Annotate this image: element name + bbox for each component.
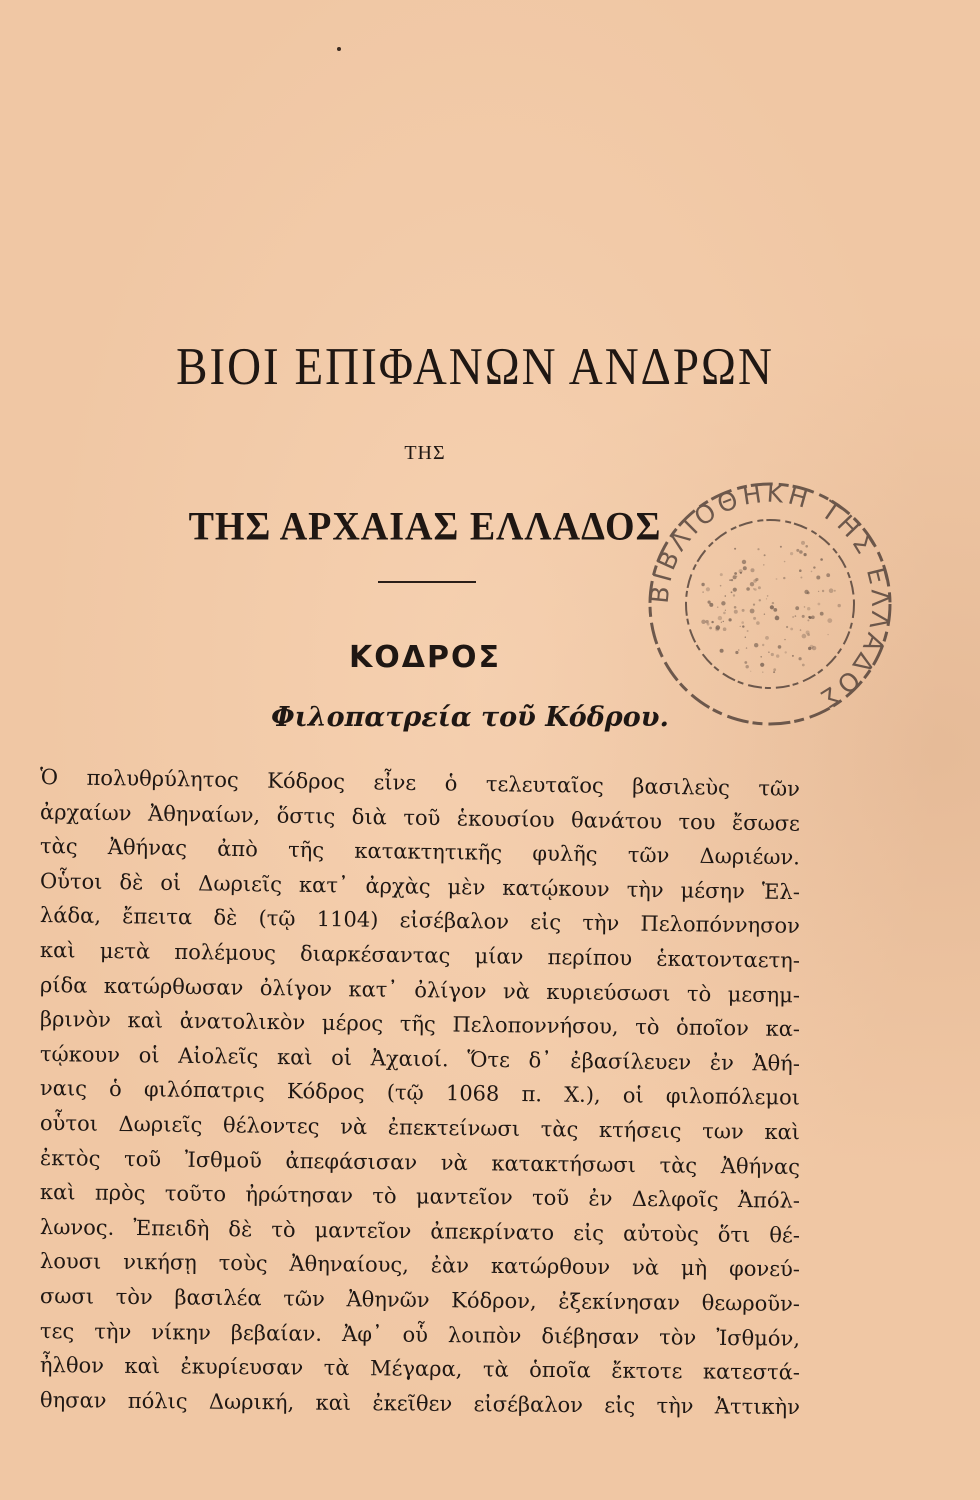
body-text bbox=[40, 760, 800, 1417]
stamp-ink-dot bbox=[776, 654, 779, 657]
stamp-ink-dot bbox=[764, 554, 766, 556]
text-line: καὶ μετὰ πολέμους διαρκέσαντας μίαν περίπου ἑκατονταετη- bbox=[39, 937, 801, 973]
stamp-ink-dot bbox=[805, 545, 808, 548]
stamp-ink-dot bbox=[834, 590, 836, 592]
stamp-text bbox=[645, 479, 896, 716]
stamp-ink-dot bbox=[708, 601, 711, 604]
stamp-ink-dot bbox=[807, 607, 810, 610]
library-stamp bbox=[640, 474, 900, 734]
stamp-ink-dot bbox=[799, 550, 803, 554]
text-line: καὶ πρὸς τοῦτο ἠρώτησαν τὸ μαντεῖον τοῦ ἐν Δελφοῖς Ἀπόλ- bbox=[39, 1180, 801, 1213]
stamp-ink-dot bbox=[770, 605, 774, 609]
stamp-ink-dot bbox=[723, 621, 724, 622]
text-line: τῴκουν οἱ Αἰολεῖς καὶ οἱ Ἀχαιοί. Ὅτε δ᾽ ἐβασίλευεν ἐν Ἀθή- bbox=[39, 1041, 801, 1076]
stamp-ink-dot bbox=[807, 619, 809, 621]
stamp-ink-dot bbox=[742, 560, 746, 564]
stamp-ink-dot bbox=[772, 602, 774, 604]
stamp-ink-dot bbox=[804, 553, 807, 556]
stamp-ink-dot bbox=[764, 614, 765, 615]
stamp-ink-dot bbox=[753, 604, 755, 606]
stamp-ink-dot bbox=[808, 616, 810, 618]
text-line: οὗτοι Δωριεῖς θέλοντες νὰ ἐπεκτείνωσι τὰς κτήσεις των καὶ bbox=[39, 1110, 801, 1145]
stamp-ink-dot bbox=[802, 664, 805, 667]
stamp-ink-dot bbox=[758, 586, 761, 589]
stamp-ink-dot bbox=[740, 626, 741, 627]
section-heading: ΚΟΔΡΟΣ bbox=[349, 640, 501, 675]
stamp-ink-dot bbox=[746, 587, 750, 591]
stamp-ink-dot bbox=[709, 603, 713, 607]
stamp-ink-dot bbox=[773, 668, 776, 671]
stamp-ink-dot bbox=[818, 591, 819, 592]
stamp-ink-dot bbox=[822, 590, 824, 592]
stamp-ink-dot bbox=[723, 612, 726, 615]
stamp-ink-dot bbox=[729, 618, 732, 621]
stamp-ink-dot bbox=[780, 546, 782, 548]
stamp-ink-dot bbox=[775, 616, 780, 621]
stamp-ink-dot bbox=[734, 572, 737, 575]
subtitle-small: ΤΗΣ bbox=[404, 442, 446, 464]
stamp-ink-dot bbox=[723, 627, 727, 631]
stamp-ink-dot bbox=[733, 588, 737, 592]
text-line: ἐκτὸς τοῦ Ἰσθμοῦ ἀπεφάσισαν νὰ κατακτήσωσι τὰς Ἀθήνας bbox=[39, 1145, 801, 1179]
stamp-ink-dot bbox=[739, 569, 743, 573]
stamp-ink-dot bbox=[784, 561, 786, 563]
text-line: λάδα, ἔπειτα δὲ (τῷ 1104) εἰσέβαλον εἰς τὴν Πελοπόννησον bbox=[39, 903, 801, 939]
stamp-ink-dot bbox=[786, 626, 788, 628]
stamp-ink-dot bbox=[773, 671, 775, 673]
stamp-ink-dot bbox=[792, 616, 794, 618]
stamp-ink-dot bbox=[778, 645, 782, 649]
stamp-ink-dot bbox=[827, 618, 832, 623]
stamp-ink-dot bbox=[753, 579, 757, 583]
stamp-ink-dot bbox=[820, 558, 823, 561]
stamp-text-path: ΒΙΒΛΙΟΘΗΚΗ ΤΗΣ ΕΛΛΑΔΟΣ bbox=[644, 478, 896, 716]
ink-speck bbox=[337, 47, 341, 51]
stamp-ink-dot bbox=[763, 564, 764, 565]
stamp-ink-dot bbox=[756, 621, 760, 625]
stamp-ink-dot bbox=[738, 649, 740, 651]
stamp-ink-dot bbox=[762, 644, 764, 646]
text-line: λωνος. Ἐπειδὴ δὲ τὸ μαντεῖον ἀπεκρίνατο εἰς αὐτοὺς ὅτι θέ- bbox=[39, 1214, 801, 1248]
stamp-ink-dot bbox=[783, 577, 785, 579]
text-line: βρινὸν καὶ ἀνατολικὸν μέρος τῆς Πελοποννήσου, τὸ ὁποῖον κα- bbox=[39, 1007, 801, 1042]
stamp-ink-dot bbox=[799, 569, 802, 572]
text-line: ναις ὁ φιλόπατρις Κόδρος (τῷ 1068 π. Χ.), οἱ φιλοπόλεμοι bbox=[39, 1076, 801, 1110]
stamp-ink-dot bbox=[729, 579, 731, 581]
title-divider bbox=[378, 581, 476, 583]
stamp-ink-dot bbox=[757, 548, 759, 550]
stamp-ink-dot bbox=[802, 615, 805, 618]
stamp-ink-dot bbox=[735, 651, 738, 654]
stamp-ink-dot bbox=[701, 620, 705, 624]
stamp-ink-dot bbox=[736, 576, 738, 578]
book-title: ΒΙΟΙ ΕΠΙΦΑΝΩΝ ΑΝΔΡΩΝ bbox=[176, 337, 774, 397]
stamp-ink-dot bbox=[816, 576, 820, 580]
stamp-ink-dot bbox=[801, 541, 805, 545]
stamp-ink-dot bbox=[717, 606, 719, 608]
text-line: Ὁ πολυθρύλητος Κόδρος εἶνε ὁ τελευταῖος βασιλεὺς τῶν bbox=[39, 765, 801, 801]
stamp-ink-dot bbox=[767, 595, 769, 597]
stamp-ink-dot bbox=[799, 657, 802, 660]
stamp-ink-dot bbox=[804, 590, 808, 594]
stamp-ink-dot bbox=[802, 634, 807, 639]
stamp-ink-dot bbox=[711, 621, 713, 623]
stamp-ink-dot bbox=[702, 591, 704, 593]
stamp-ink-dot bbox=[750, 671, 751, 672]
stamp-ink-dot bbox=[766, 598, 767, 599]
stamp-ink-dot bbox=[744, 661, 747, 664]
section-subheading: Φιλοπατρεία τοῦ Κόδρου. bbox=[271, 702, 669, 733]
stamp-ink-dot bbox=[827, 634, 828, 635]
stamp-ink-dot bbox=[790, 552, 793, 555]
stamp-ink-dot bbox=[731, 591, 733, 593]
stamp-ink-dot bbox=[720, 585, 722, 587]
stamp-ink-dot bbox=[813, 566, 815, 568]
stamp-ink-dot bbox=[806, 631, 810, 635]
stamp-ink-dot bbox=[795, 606, 799, 610]
stamp-ink-dot bbox=[750, 582, 754, 586]
stamp-ink-dot bbox=[707, 623, 710, 626]
stamp-ink-dot bbox=[811, 571, 813, 573]
stamp-ink-dot bbox=[751, 568, 755, 572]
stamp-ink-dot bbox=[743, 566, 747, 570]
stamp-ink-dot bbox=[725, 610, 726, 611]
text-line: ρίδα κατώρθωσαν ὀλίγον κατ᾽ ὀλίγον νὰ κυριεύσωσι τὸ μεσημ- bbox=[39, 972, 801, 1007]
stamp-ink-dot bbox=[768, 651, 770, 653]
stamp-ink-dot bbox=[701, 583, 704, 586]
text-line: ἀρχαίων Ἀθηναίων, ὅστις διὰ τοῦ ἑκουσίου θανάτου του ἔσωσε bbox=[39, 799, 801, 836]
stamp-ink-dot bbox=[771, 653, 774, 656]
stamp-ink-dot bbox=[765, 636, 769, 640]
stamp-ink-dot bbox=[734, 606, 737, 609]
stamp-ink-dot bbox=[741, 621, 744, 624]
stamp-ink-dot bbox=[746, 647, 747, 648]
text-line: Οὗτοι δὲ οἱ Δωριεῖς κατ᾽ ἀρχὰς μὲν κατῴκουν τὴν μέσην Ἑλ- bbox=[39, 868, 801, 904]
stamp-ink-dot bbox=[742, 625, 744, 627]
stamp-ink-dot bbox=[721, 601, 725, 605]
stamp-ink-dot bbox=[760, 656, 762, 658]
stamp-ink-dot bbox=[746, 665, 749, 668]
stamp-ink-dot bbox=[776, 578, 778, 580]
stamp-ink-dot bbox=[784, 639, 785, 640]
stamp-ink-dot bbox=[838, 604, 841, 607]
stamp-ink-dot bbox=[820, 612, 824, 616]
text-line: ἦλθον καὶ ἐκυρίευσαν τὰ Μέγαρα, τὰ ὁποῖα ἔκτοτε κατεστά- bbox=[39, 1353, 801, 1385]
stamp-ink-dot bbox=[826, 573, 830, 577]
stamp-ink-dot bbox=[776, 615, 777, 616]
text-line: τὰς Ἀθήνας ἀπὸ τῆς κατακτητικῆς φυλῆς τῶν Δωριέων. bbox=[39, 834, 801, 870]
stamp-ink-dot bbox=[796, 549, 799, 552]
stamp-ink-dot bbox=[733, 594, 735, 596]
stamp-ink-dot bbox=[754, 643, 758, 647]
stamp-ink-dot bbox=[731, 579, 733, 581]
stamp-ink-dot bbox=[720, 649, 724, 653]
stamp-ink-dot bbox=[800, 629, 802, 631]
book-subtitle: ΤΗΣ ΑΡΧΑΙΑΣ ΕΛΛΑΔΟΣ bbox=[188, 504, 662, 550]
stamp-ink-dot bbox=[795, 615, 797, 617]
stamp-ink-dot bbox=[800, 577, 802, 579]
stamp-ink-dot bbox=[725, 595, 727, 597]
stamp-ink-dot bbox=[753, 588, 755, 590]
stamp-ink-dot bbox=[804, 606, 806, 608]
stamp-ink-dot bbox=[785, 651, 787, 653]
stamp-ink-dot bbox=[709, 627, 712, 630]
stamp-ink-dot bbox=[721, 622, 722, 623]
stamp-ink-dot bbox=[808, 647, 811, 650]
stamp-ink-dot bbox=[792, 655, 794, 657]
text-line: λουσι νικήσῃ τοὺς Ἀθηναίους, ἐὰν κατώρθουν νὰ μὴ φονεύ- bbox=[39, 1249, 801, 1282]
stamp-ink-dot bbox=[829, 588, 834, 593]
stamp-ink-dot bbox=[818, 603, 821, 606]
stamp-ink-dot bbox=[790, 628, 793, 631]
stamp-ink-dot bbox=[715, 627, 719, 631]
stamp-ink-dot bbox=[753, 617, 756, 620]
stamp-ink-dot bbox=[734, 610, 738, 614]
stamp-ink-dot bbox=[760, 663, 764, 667]
stamp-ink-dot bbox=[747, 630, 749, 632]
stamp-ink-dot bbox=[745, 637, 746, 638]
stamp-ink-dot bbox=[750, 609, 755, 614]
text-line: σωσι τὸν βασιλέα τῶν Ἀθηνῶν Κόδρον, ἐξεκίνησαν θεωροῦν- bbox=[39, 1283, 801, 1316]
stamp-ink-dot bbox=[734, 548, 736, 550]
stamp-ink-dot bbox=[742, 609, 745, 612]
stamp-ink-dot bbox=[720, 573, 723, 576]
text-line: θησαν πόλις Δωρική, καὶ ἐκεῖθεν εἰσέβαλον εἰς τὴν Ἀττικὴν bbox=[39, 1387, 801, 1419]
stamp-ink-dot bbox=[706, 587, 710, 591]
stamp-ink-dot bbox=[762, 672, 763, 673]
stamp-ink-dot bbox=[718, 616, 722, 620]
text-line: τες τὴν νίκην βεβαίαν. Ἀφ᾽ οὗ λοιπὸν διέβησαν τὸν Ἰσθμόν, bbox=[39, 1318, 801, 1351]
stamp-ink-dot bbox=[759, 599, 761, 601]
stamp-ink-dot bbox=[773, 608, 777, 612]
